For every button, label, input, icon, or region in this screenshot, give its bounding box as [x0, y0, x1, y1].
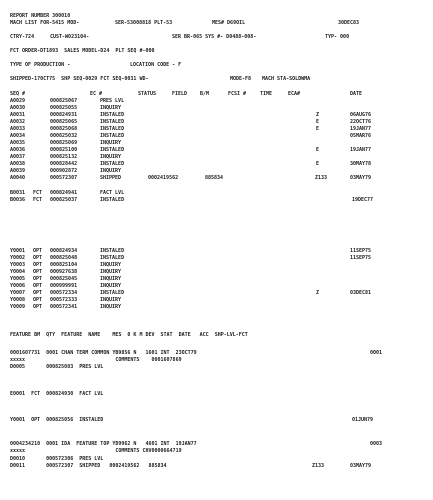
shp-lvl-fct: 0001: [370, 350, 383, 356]
ec-cell: 000825100: [50, 147, 78, 153]
ctry: CTRY-724: [10, 34, 35, 40]
seq-cell: Y0006: [10, 283, 26, 289]
status-cell: INSTALED: [100, 119, 125, 125]
feature-fct-line: E0001 FCT 000824930 FACT LVL: [10, 391, 104, 397]
type-of-production: TYPE OF PRODUCTION -: [10, 62, 71, 68]
shp-lvl-fct: 0003: [370, 441, 383, 447]
seq-cell: A0040: [10, 175, 26, 181]
feature-ec-line: D0005 000825083 PRES LVL: [10, 364, 104, 370]
seq-cell: A0032: [10, 119, 26, 125]
ec-cell: 000825032: [50, 133, 78, 139]
report-number: REPORT NUMBER 300010: [10, 13, 71, 19]
ser-br: SER BR-065 SYS #- D0488-008-: [172, 34, 257, 40]
status-cell: INSTALED: [100, 248, 125, 254]
eca-cell: E: [316, 119, 320, 125]
seq-cell: Y0003: [10, 262, 26, 268]
status-cell: INSTALED: [100, 126, 125, 132]
feature-ec-line: D0010 000572306 PRES LVL: [10, 456, 104, 462]
ec-cell: 000927638: [50, 269, 78, 275]
type-cell: OPT: [33, 297, 43, 303]
col-time: TIME: [260, 91, 273, 97]
eca-cell: E: [316, 161, 320, 167]
status-cell: INQUIRY: [100, 140, 122, 146]
type-cell: OPT: [33, 283, 43, 289]
date-cell: 11SEP75: [350, 248, 372, 254]
date-cell: 30MAY78: [350, 161, 372, 167]
feature-date: 03MAY79: [350, 463, 372, 469]
status-cell: SHIPPED: [100, 175, 122, 181]
shipped-line: SHIPPED-170CT75 SHP SEQ-0029 FCT SEQ-0031 WD-: [10, 76, 149, 82]
date-cell: 06AUG76: [350, 112, 372, 118]
type-cell: OPT: [33, 255, 43, 261]
type-cell: OPT: [33, 248, 43, 254]
ec-cell: 000825067: [50, 98, 78, 104]
status-cell: INQUIRY: [100, 262, 122, 268]
seq-cell: A0033: [10, 126, 26, 132]
seq-cell: Y0008: [10, 297, 26, 303]
status-cell: INSTALED: [100, 147, 125, 153]
fct-order: FCT ORDER-DT1893 SALES MODEL-D24 PLT SEQ #-000: [10, 48, 155, 54]
eca-cell: Z: [316, 112, 320, 118]
ec-cell: 000824934: [50, 248, 78, 254]
status-cell: FACT LVL: [100, 190, 125, 196]
status-cell: INQUIRY: [100, 297, 122, 303]
col-eca: ECA#: [288, 91, 301, 97]
col-fcsi: FCSI #: [228, 91, 247, 97]
report-date: 30DEC83: [338, 20, 360, 26]
location-code: LOCATION CODE - F: [130, 62, 182, 68]
col-ec: EC #: [90, 91, 103, 97]
comments-line: xxxxx COMMENTS CHV0000664719: [10, 448, 182, 454]
field-cell: 0002419562: [148, 175, 179, 181]
type-cell: OPT: [33, 269, 43, 275]
mach-sta: MACH STA-SOLDWMA: [262, 76, 311, 82]
date-cell: 03MAY79: [350, 175, 372, 181]
ec-cell: 000825069: [50, 140, 78, 146]
seq-cell: A0030: [10, 105, 26, 111]
date-cell: 19JAN77: [350, 126, 372, 132]
ec-cell: 000828442: [50, 161, 78, 167]
ec-cell: 000572307: [50, 175, 78, 181]
seq-cell: A0039: [10, 168, 26, 174]
type-cell: FCT: [33, 197, 43, 203]
status-cell: INSTALED: [100, 161, 125, 167]
mach-list: MACH LIST FOR-5415 MOD-: [10, 20, 80, 26]
feature-opt-date: 01JUN79: [352, 417, 374, 423]
typ: TYP- 000: [325, 34, 350, 40]
seq-cell: A0036: [10, 147, 26, 153]
status-cell: INSTALED: [100, 112, 125, 118]
ec-cell: 000825055: [50, 105, 78, 111]
eca-cell: E: [316, 147, 320, 153]
feature-line: 0004234210 0001 IDA FEATURE TOP YD9962 N 4601 INT 19JAN77: [10, 441, 197, 447]
seq-cell: A0029: [10, 98, 26, 104]
seq-cell: Y0002: [10, 255, 26, 261]
fcsi-cell: 885834: [205, 175, 224, 181]
seq-cell: Y0005: [10, 276, 26, 282]
status-cell: INSTALED: [100, 197, 125, 203]
status-cell: INQUIRY: [100, 154, 122, 160]
seq-cell: A0031: [10, 112, 26, 118]
cust: CUST-W023104-: [50, 34, 90, 40]
ec-cell: 000902872: [50, 168, 78, 174]
seq-cell: A0037: [10, 154, 26, 160]
ec-cell: 000572333: [50, 297, 78, 303]
seq-cell: Y0009: [10, 304, 26, 310]
ec-cell: 000825048: [50, 255, 78, 261]
type-cell: OPT: [33, 276, 43, 282]
comments-line: xxxxx COMMENTS 0001607869: [10, 357, 182, 363]
feature-eca: Z133: [312, 463, 325, 469]
date-cell: 22OCT76: [350, 119, 372, 125]
ec-cell: 000824941: [50, 190, 78, 196]
status-cell: INSTALED: [100, 133, 125, 139]
date-cell: 11SEP75: [350, 255, 372, 261]
date-cell: 03DEC81: [350, 290, 372, 296]
status-cell: INSTALED: [100, 290, 125, 296]
mes-number: MES# D69OIL: [212, 20, 246, 26]
ec-cell: 000572334: [50, 290, 78, 296]
seq-cell: A0034: [10, 133, 26, 139]
type-cell: FCT: [33, 190, 43, 196]
ec-cell: 000824931: [50, 112, 78, 118]
feature-header: FEATURE BM QTY FEATURE NAME MES 0 K M DEV STAT DATE ACC SHP-LVL-FCT: [10, 332, 248, 338]
feature-ec-line: D0011 000572307 SHIPPED 0002419562 885834: [10, 463, 167, 469]
col-field: FIELD: [172, 91, 188, 97]
type-cell: OPT: [33, 304, 43, 310]
col-date: DATE: [350, 91, 363, 97]
col-bm: B/M: [200, 91, 210, 97]
status-cell: INQUIRY: [100, 105, 122, 111]
seq-cell: Y0001: [10, 248, 26, 254]
status-cell: INQUIRY: [100, 283, 122, 289]
ec-cell: 000825104: [50, 262, 78, 268]
date-cell: 19JAN77: [350, 147, 372, 153]
eca-cell: Z133: [315, 175, 328, 181]
seq-cell: Y0004: [10, 269, 26, 275]
ec-cell: 000825065: [50, 119, 78, 125]
eca-cell: E: [316, 126, 320, 132]
seq-cell: B0031: [10, 190, 26, 196]
status-cell: INSTALED: [100, 255, 125, 261]
type-cell: OPT: [33, 262, 43, 268]
ec-cell: 000825068: [50, 126, 78, 132]
date-cell: 19DEC77: [352, 197, 374, 203]
status-cell: INQUIRY: [100, 276, 122, 282]
feature-line: 0001607731 0001 CHAN TERM COMMON YB9856 N 1601 INT 23OCT79: [10, 350, 197, 356]
seq-cell: A0035: [10, 140, 26, 146]
status-cell: INQUIRY: [100, 168, 122, 174]
status-cell: INQUIRY: [100, 304, 122, 310]
seq-cell: A0038: [10, 161, 26, 167]
col-status: STATUS: [138, 91, 157, 97]
ec-cell: 000825037: [50, 197, 78, 203]
status-cell: PRES LVL: [100, 98, 125, 104]
feature-opt-line: Y0001 OPT 000825056 INSTALED: [10, 417, 104, 423]
date-cell: 05MAR76: [350, 133, 372, 139]
ec-cell: 000825045: [50, 276, 78, 282]
col-seq: SEQ #: [10, 91, 26, 97]
ec-cell: 000999991: [50, 283, 78, 289]
mode: MODE-F8: [230, 76, 252, 82]
ec-cell: 000825132: [50, 154, 78, 160]
eca-cell: Z: [316, 290, 320, 296]
seq-cell: B0036: [10, 197, 26, 203]
ser-plt: SER-53008818 PLT-53: [115, 20, 173, 26]
status-cell: INQUIRY: [100, 269, 122, 275]
ec-cell: 000572341: [50, 304, 78, 310]
seq-cell: Y0007: [10, 290, 26, 296]
type-cell: OPT: [33, 290, 43, 296]
